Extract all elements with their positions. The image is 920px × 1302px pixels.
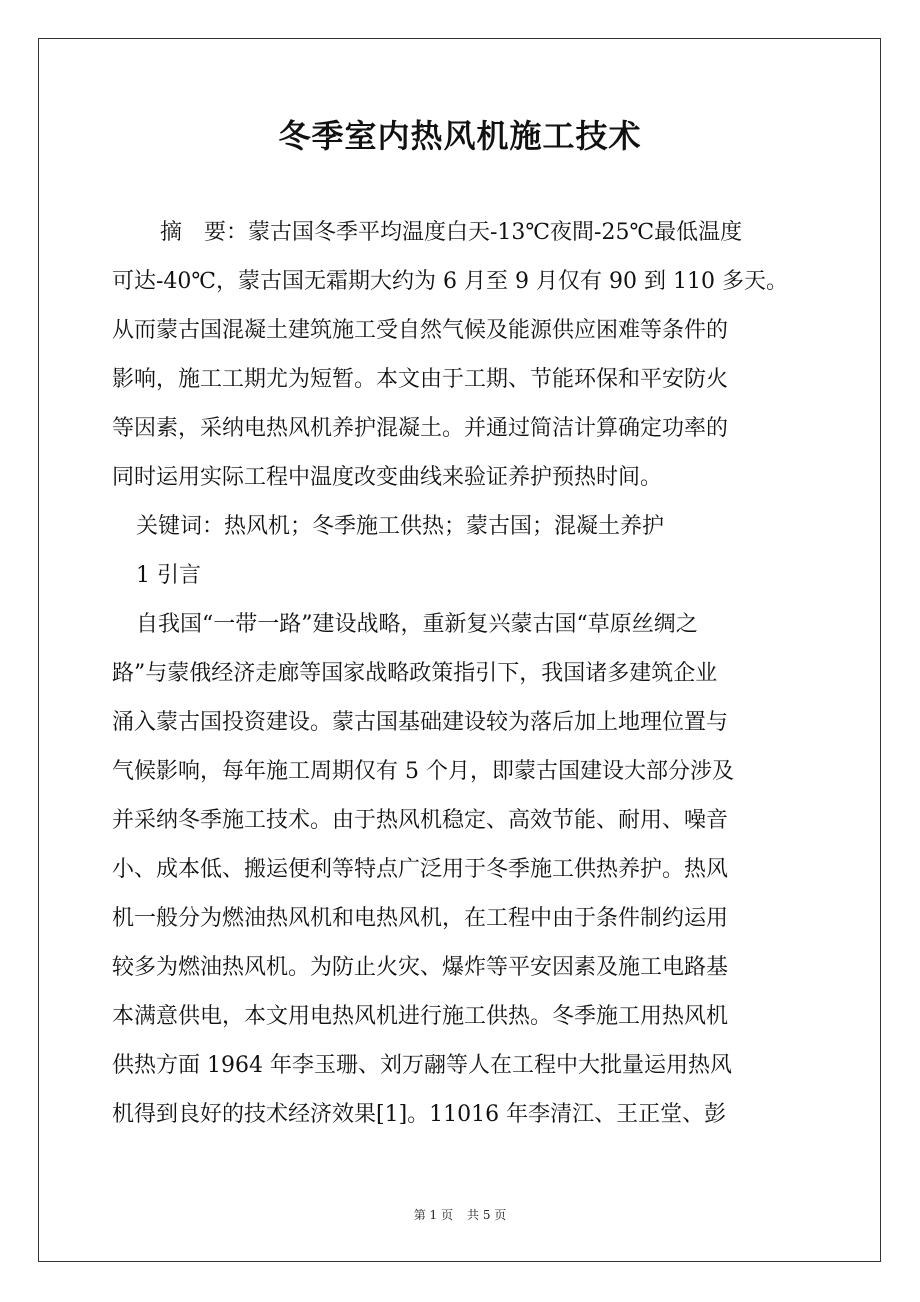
paragraph-line: 路”与蒙俄经济走廊等国家战略政策指引下，我国诸多建筑企业 <box>112 661 718 686</box>
page-footer <box>0 1206 920 1224</box>
abstract-line: 影响，施工工期尤为短暂。本文由于工期、节能环保和平安防火 <box>112 367 729 392</box>
abstract-line: 可达-40℃，蒙古国无霜期大约为 6 月至 9 月仅有 90 到 110 多天。 <box>112 269 788 294</box>
paragraph-line: 机一般分为燃油热风机和电热风机，在工程中由于条件制约运用 <box>112 906 729 931</box>
abstract-line: 从而蒙古国混凝土建筑施工受自然气候及能源供应困难等条件的 <box>112 318 729 343</box>
paragraph-line: 气候影响，每年施工周期仅有 5 个月，即蒙古国建设大部分涉及 <box>112 759 734 784</box>
paragraph-line: 本满意供电，本文用电热风机进行施工供热。冬季施工用热风机 <box>112 1004 729 1029</box>
paragraph-line: 机得到良好的技术经济效果[1]。11016 年李清江、王正堂、彭 <box>112 1102 727 1127</box>
paragraph-line: 较多为燃油热风机。为防止火灾、爆炸等平安因素及施工电路基 <box>112 955 729 980</box>
keywords-line: 关键词：热风机；冬季施工供热；蒙古国；混凝土养护 <box>136 514 665 539</box>
page-number: 第 1 页 <box>413 1208 453 1222</box>
abstract-line: 摘 要：蒙古国冬季平均温度白天-13℃夜間-25℃最低温度 <box>160 220 743 245</box>
paragraph-line: 供热方面 1964 年李玉珊、刘万翮等人在工程中大批量运用热风 <box>112 1053 732 1078</box>
document-body <box>112 208 824 1139</box>
paragraph-line: 并采纳冬季施工技术。由于热风机稳定、高效节能、耐用、噪音 <box>112 808 729 833</box>
paragraph-line: 自我国“一带一路”建设战略，重新复兴蒙古国“草原丝绸之 <box>136 612 698 637</box>
section-heading: 1 引言 <box>136 563 201 588</box>
abstract-line: 等因素，采纳电热风机养护混凝土。并通过简洁计算确定功率的 <box>112 416 729 441</box>
paragraph-line: 小、成本低、搬运便利等特点广泛用于冬季施工供热养护。热风 <box>112 857 729 882</box>
page-count: 共 5 页 <box>467 1208 507 1222</box>
document-title: 冬季室内热风机施工技术 <box>278 117 642 155</box>
paragraph-line: 涌入蒙古国投资建设。蒙古国基础建设较为落后加上地理位置与 <box>112 710 729 735</box>
abstract-line: 同时运用实际工程中温度改变曲线来验证养护预热时间。 <box>112 465 663 490</box>
